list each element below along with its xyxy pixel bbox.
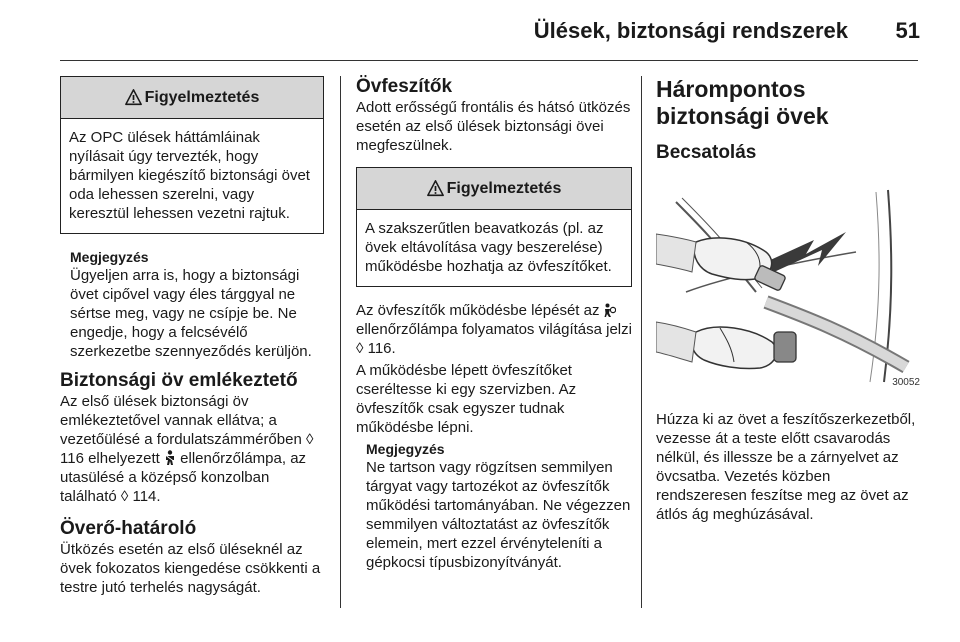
seatbelt-fastening-illustration — [656, 182, 920, 392]
column-2 — [356, 76, 632, 572]
note-body: Ügyeljen arra is, hogy a biztonsági övet cipővel vagy éles tárggyal ne sértse meg, vagy ne csípje be. Ne engedje, hogy a felcsévélő szerkezetbe szennyeződés kerüljön. — [70, 267, 312, 360]
paragraph-pretensioners: Adott erősségű frontális és hátsó ütközés esetén az első ülések biztonsági övei megfeszülnek. — [356, 99, 631, 154]
warning-triangle-icon — [125, 89, 142, 106]
column-3 — [656, 76, 920, 524]
paragraph-pretensioner-indicator: Az övfeszítők működésbe lépését az ellenőrzőlámpa folyamatos világítása jelzi ◊ 116. — [356, 302, 632, 357]
header-divider — [60, 60, 918, 61]
column-1 — [60, 76, 324, 597]
ref-arrow-icon: ◊ — [356, 340, 364, 357]
heading-seatbelt-reminder: Biztonsági öv emlékeztető — [60, 370, 298, 391]
paragraph-force-limiter: Ütközés esetén az első üléseknél az övek fokozatos kiengedése csökkenti a testre jutó terhelés nagyságát. — [60, 541, 321, 596]
page-header — [0, 14, 960, 50]
airbag-warning-icon — [604, 303, 616, 317]
heading-pretensioners: Övfeszítők — [356, 76, 453, 97]
paragraph-fastening-instructions: Húzza ki az övet a feszítőszerkezetből, vezesse át a teste előtt csavarodás nélkül, és illessze be a zárnyelvet az övcsatba. Vezetés közben rendszeresen feszítse meg az övet az átlós ág meghúzásával. — [656, 411, 916, 523]
warning-header — [61, 77, 323, 119]
note-pretensioner — [356, 440, 632, 572]
paragraph-pretensioner-replace: A működésbe lépett övfeszítőket cseréltesse ki egy szervizben. Az övfeszítők csak egyszer tudnak működésbe lépni. — [356, 362, 577, 436]
figure-number: 30052 — [892, 377, 920, 388]
note-title: Megjegyzés — [366, 441, 445, 457]
seatbelt-reminder-icon — [164, 450, 176, 465]
note-body: Ne tartson vagy rögzítsen semmilyen tárgyat vagy tartozékot az övfeszítők működési tartományában. Ne végezzen semmilyen változtatást az övfeszítők elemein, mert ezzel érvényteleníti a gépkocsi típusbizonyítványát. — [366, 459, 631, 571]
warning-box-opc — [60, 76, 324, 234]
column-divider-1 — [340, 76, 341, 608]
ref-arrow-icon: ◊ — [120, 488, 129, 505]
page-ref-link[interactable]: 116. — [367, 340, 396, 357]
note-title: Megjegyzés — [70, 249, 149, 265]
heading-three-point-belts: Hárompontos biztonsági övek — [656, 76, 829, 129]
header-title: Ülések, biztonsági rendszerek — [533, 18, 848, 43]
warning-box-pretensioner — [356, 167, 632, 287]
page-ref-link[interactable]: 114. — [132, 488, 161, 505]
warning-title: Figyelmeztetés — [144, 88, 260, 106]
page-ref-link[interactable]: 116 elhelyezett — [60, 450, 160, 467]
heading-force-limiter: Överő-határoló — [60, 518, 197, 539]
warning-triangle-icon — [427, 180, 444, 197]
warning-body: A szakszerűtlen beavatkozás (pl. az övek eltávolítása vagy beszerelése) működésbe hozhatja az övfeszítőket. — [365, 220, 612, 275]
note-seatbelt-care — [60, 248, 324, 361]
paragraph-seatbelt-reminder: Az első ülések biztonsági öv emlékeztetővel vannak ellátva; a vezetőülésé a fordulatszámmérőben ◊ 116 elhelyezett ellenőrzőlámpa, az utasülésé a középső konzolban található ◊ 114. — [60, 393, 314, 505]
warning-title: Figyelmeztetés — [446, 179, 562, 197]
ref-arrow-icon: ◊ — [305, 431, 314, 448]
subheading-fastening: Becsatolás — [656, 142, 757, 163]
seatbelt-illustration-graphic — [656, 182, 920, 392]
page-number: 51 — [895, 18, 920, 43]
warning-body: Az OPC ülések háttámláinak nyílásait úgy tervezték, hogy bármilyen kiegészítő biztonsági övet oda lehessen szerelni, vagy keresztül lehessen vezetni rajtuk. — [69, 129, 310, 222]
column-divider-2 — [641, 76, 642, 608]
warning-header — [357, 168, 631, 210]
